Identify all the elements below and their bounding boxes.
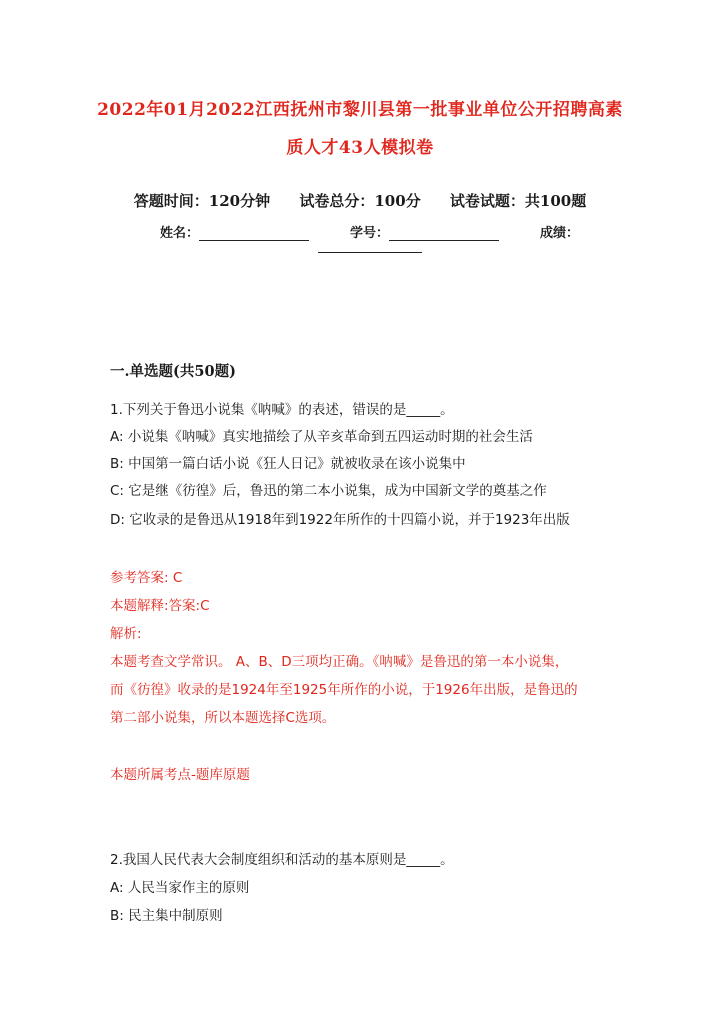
question-1-option-b[interactable]: B: 中国第一篇白话小说《狂人日记》就被收录在该小说集中 xyxy=(110,456,466,472)
question-2-stem: 2.我国人民代表大会制度组织和活动的基本原则是_____。 xyxy=(110,852,454,868)
section-heading: 一.单选题(共50题) xyxy=(110,363,236,380)
student-id-label: 学号： xyxy=(350,226,390,241)
name-label: 姓名： xyxy=(160,226,200,241)
exam-title-line2: 质人才43人模拟卷 xyxy=(286,138,434,158)
student-id-field xyxy=(350,222,499,241)
question-1-source: 本题所属考点-题库原题 xyxy=(110,767,250,783)
question-2-option-b[interactable]: B: 民主集中制原则 xyxy=(110,908,223,924)
question-1-stem: 1.下列关于鲁迅小说集《呐喊》的表述，错误的是_____。 xyxy=(110,402,454,418)
exam-total-score: 试卷总分：100分 xyxy=(299,192,421,210)
question-1-answer: 参考答案: C xyxy=(110,570,183,586)
question-1-option-c[interactable]: C: 它是继《彷徨》后，鲁迅的第二本小说集，成为中国新文学的奠基之作 xyxy=(110,483,547,499)
question-1-analysis-line1: 本题考查文学常识。 A、B、D三项均正确。《呐喊》是鲁迅的第一本小说集， xyxy=(110,654,569,670)
score-label: 成绩： xyxy=(540,226,580,241)
score-blank[interactable] xyxy=(318,252,422,253)
question-1-analysis-line2: 而《彷徨》收录的是1924年至1925年所作的小说，于1926年出版，是鲁迅的 xyxy=(110,682,578,698)
question-2-option-a[interactable]: A: 人民当家作主的原则 xyxy=(110,880,250,896)
exam-meta xyxy=(0,190,720,211)
exam-question-count: 试卷试题：共100题 xyxy=(449,192,587,210)
question-1-analysis-label: 解析: xyxy=(110,626,142,642)
score-field xyxy=(540,222,579,241)
exam-title-line1: 2022年01月2022江西抚州市黎川县第一批事业单位公开招聘高素 xyxy=(97,100,623,120)
exam-time: 答题时间：120分钟 xyxy=(133,192,271,210)
question-1-option-d[interactable]: D: 它收录的是鲁迅从1918年到1922年所作的十四篇小说，并于1923年出版 xyxy=(110,512,570,528)
student-id-blank[interactable] xyxy=(389,226,499,241)
name-blank[interactable] xyxy=(199,226,309,241)
question-1-option-a[interactable]: A: 小说集《呐喊》真实地描绘了从辛亥革命到五四运动时期的社会生活 xyxy=(110,429,533,445)
question-1-analysis-line3: 第二部小说集，所以本题选择C选项。 xyxy=(110,710,336,726)
name-field xyxy=(160,222,309,241)
question-1-explanation: 本题解释:答案:C xyxy=(110,598,210,614)
